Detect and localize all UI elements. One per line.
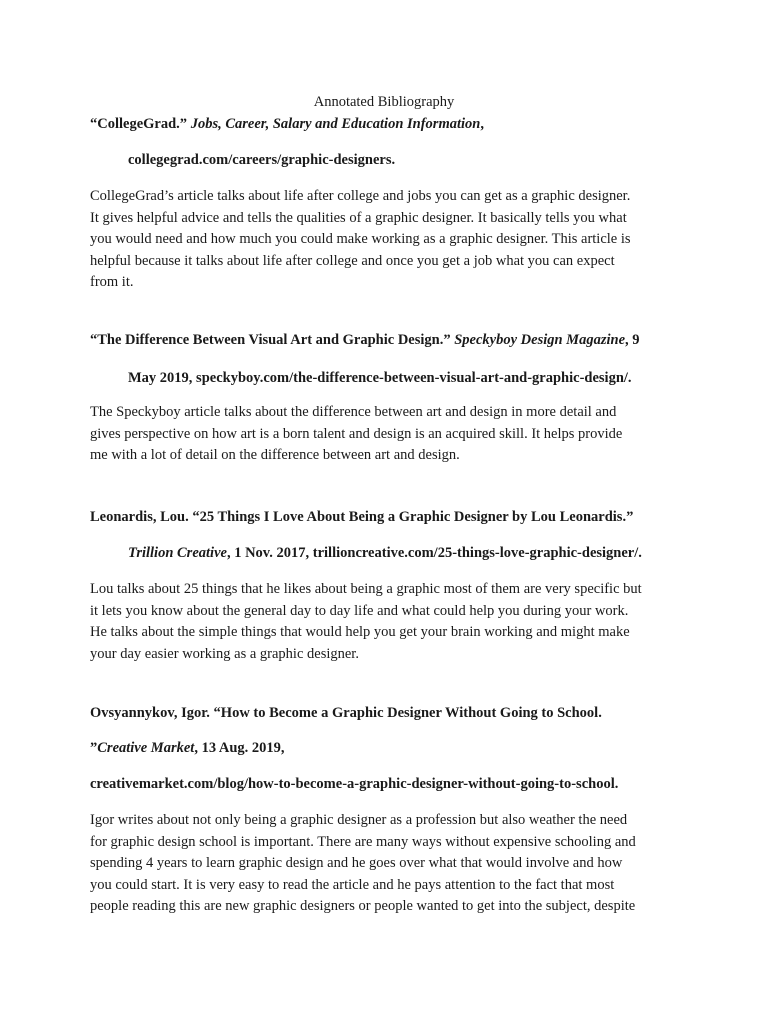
citation-line: collegegrad.com/careers/graphic-designers.: [128, 152, 396, 168]
citation-line: Ovsyannykov, Igor. “How to Become a Graphic Designer Without Going to School.: [90, 705, 602, 721]
citation-line: creativemarket.com/blog/how-to-become-a-graphic-designer-without-going-to-school.: [90, 776, 619, 792]
annotation-paragraph: The Speckyboy article talks about the difference between art and design in more detail and gives perspective on how art is a born talent and design is an acquired skill. It helps provide me with a lot of detail on the difference between art and design.: [90, 404, 623, 463]
citation-line: Trillion Creative, 1 Nov. 2017, trillioncreative.com/25-things-love-graphic-designer/.: [128, 545, 642, 561]
citation-line: “CollegeGrad.” Jobs, Career, Salary and Education Information,: [90, 116, 484, 132]
citation-line: “The Difference Between Visual Art and Graphic Design.” Speckyboy Design Magazine, 9: [90, 332, 640, 348]
citation-line: Leonardis, Lou. “25 Things I Love About Being a Graphic Designer by Lou Leonardis.”: [90, 509, 634, 525]
annotation-paragraph: Igor writes about not only being a graphic designer as a profession but also weather the need for graphic design school is important. There are many ways without expensive schooling and spending 4 years to learn graphic design and he goes over what that would involve and how you could start. It is very easy to read the article and he pays attention to the fact that most people reading this are new graphic designers or people wanted to get into the subject, despite: [90, 812, 636, 914]
annotation-paragraph: CollegeGrad’s article talks about life after college and jobs you can get as a graphic designer. It gives helpful advice and tells the qualities of a graphic designer. It basically tells you what you would need and how much you could make working as a graphic designer. This article is helpful because it talks about life after college and once you get a job what you can expect from it.: [90, 188, 631, 290]
annotation-paragraph: Lou talks about 25 things that he likes about being a graphic most of them are very specific but it lets you know about the general day to day life and what could help you during your work. He talks about the simple things that would help you get your brain working and might make your day easier working as a graphic designer.: [90, 581, 642, 662]
citation-line: ”Creative Market, 13 Aug. 2019,: [90, 740, 285, 756]
page-title: Annotated Bibliography: [313, 94, 455, 110]
citation-line: May 2019, speckyboy.com/the-difference-between-visual-art-and-graphic-design/.: [128, 370, 632, 386]
